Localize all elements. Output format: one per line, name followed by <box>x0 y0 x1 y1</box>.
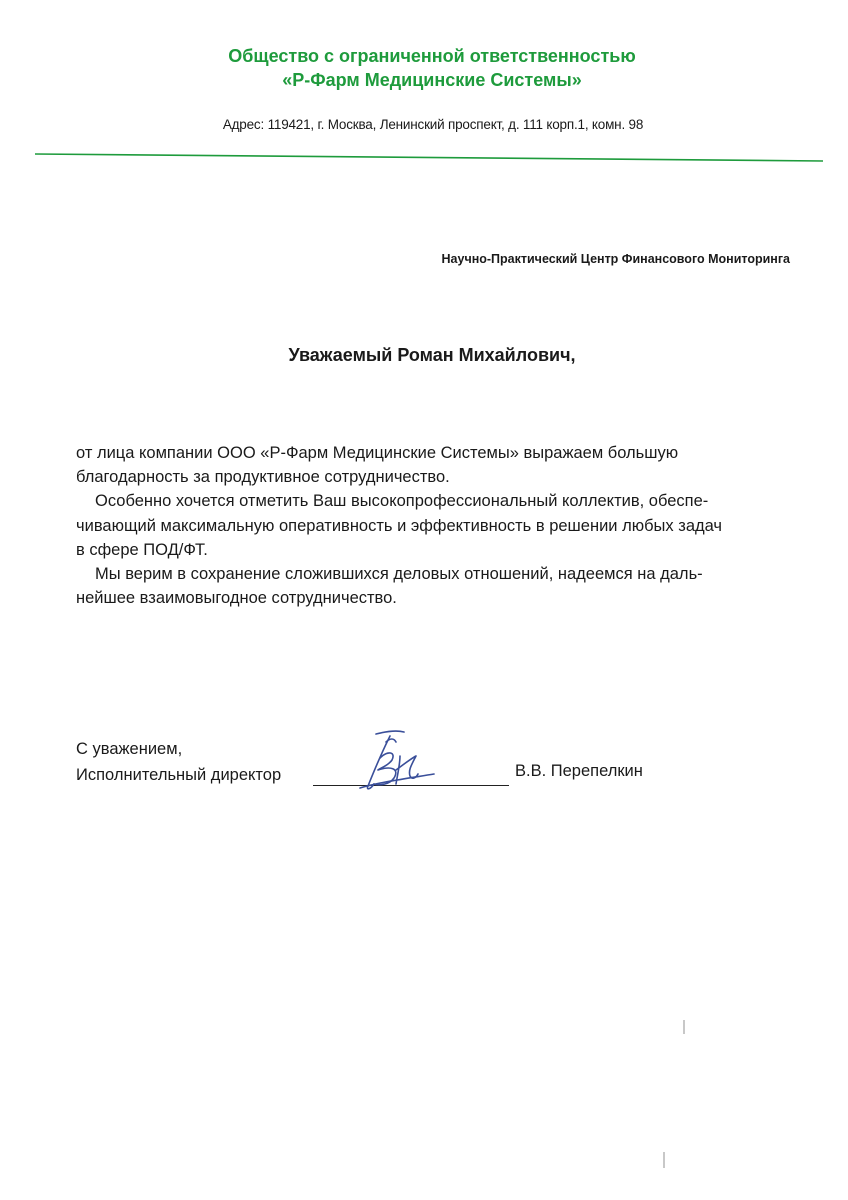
body-line-5: в сфере ПОД/ФТ. <box>76 540 208 559</box>
body-line-3: Особенно хочется отметить Ваш высокопрофессиональный коллектив, обеспе- <box>95 492 709 511</box>
company-address: Адрес: 119421, г. Москва, Ленинский проспект, д. 111 корп.1, комн. 98 <box>222 117 644 132</box>
company-name-line1: Общество с ограниченной ответственностью <box>228 46 636 66</box>
scan-artifact <box>683 1020 685 1034</box>
body-line-1: от лица компании ООО «Р-Фарм Медицинские Системы» выражаем большую <box>76 444 679 462</box>
body-line-6: Мы верим в сохранение сложившихся деловых отношений, надеемся на даль- <box>95 565 703 584</box>
closing-regards: С уважением, <box>76 740 183 758</box>
body-line-4: чивающий максимальную оперативность и эффективность в решении любых задач <box>76 516 723 535</box>
closing-block <box>76 736 281 788</box>
body-line-7: нейшее взаимовыгодное сотрудничество. <box>76 589 397 608</box>
handwritten-signature <box>350 728 440 798</box>
body-line-2: благодарность за продуктивное сотрудничество. <box>76 468 450 487</box>
scan-artifact <box>663 1152 665 1168</box>
letter-body <box>76 441 804 610</box>
letterhead <box>0 44 848 92</box>
recipient-organization: Научно-Практический Центр Финансового Мониторинга <box>441 252 790 266</box>
signer-position: Исполнительный директор <box>76 766 282 784</box>
letterhead-divider <box>35 153 823 162</box>
signer-name: В.В. Перепелкин <box>515 762 643 780</box>
salutation: Уважаемый Роман Михайлович, <box>288 345 576 365</box>
company-name-line2: «Р-Фарм Медицинские Системы» <box>282 70 582 90</box>
